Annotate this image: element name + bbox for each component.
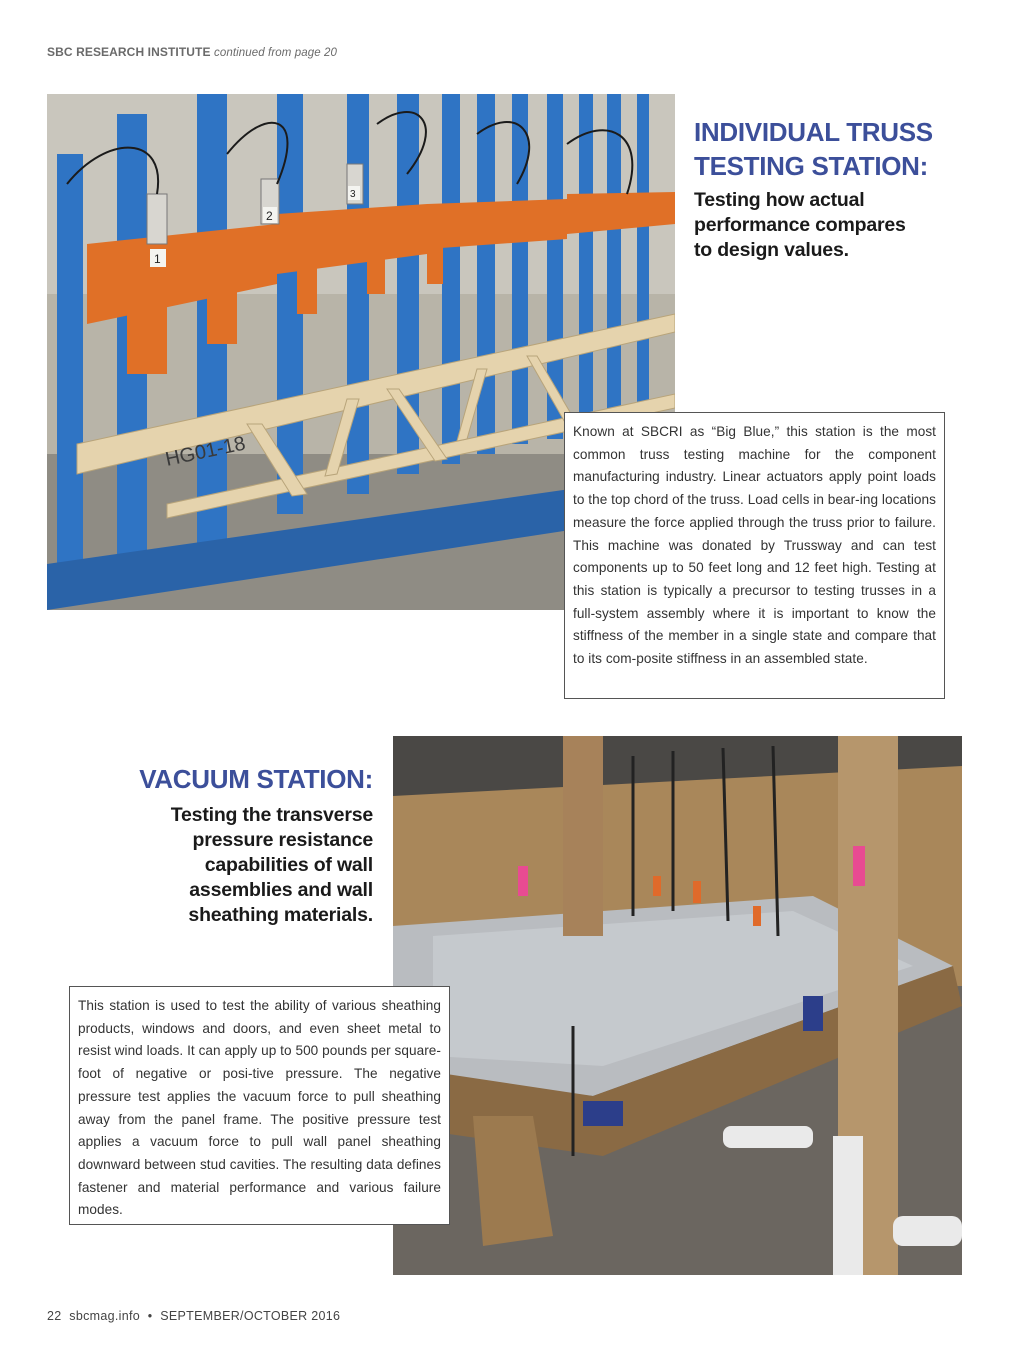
vacuum-description: This station is used to test the ability of various sheathing products, windows and doors, and even sheet metal to resist wind loads. It can apply up to 500 pounds per square-foot of negative or posi-tive pressure. The negative pressure test applies the vacuum force to pull sheathing away from the panel frame. The positive pressure test applies a vacuum force to pull wall panel sheathing downward between stud cavities. The resulting data defines fastener and material performance and various failure modes. (78, 998, 441, 1218)
section-label: SBC RESEARCH INSTITUTE (47, 45, 211, 59)
truss-station-heading (694, 115, 933, 183)
truss-description-box (564, 412, 945, 699)
actuator-tag-3: 3 (350, 189, 356, 200)
vacuum-sub-line3: capabilities of wall (204, 854, 373, 876)
truss-heading-line2: TESTING STATION: (694, 151, 928, 181)
truss-heading-line1: INDIVIDUAL TRUSS (694, 117, 933, 147)
vacuum-sub-line4: assemblies and wall (189, 879, 373, 901)
issue-date: SEPTEMBER/OCTOBER 2016 (160, 1309, 341, 1323)
vacuum-station-photo (393, 736, 962, 1275)
page-number: 22 (47, 1309, 62, 1323)
vacuum-sub-line2: pressure resistance (192, 829, 373, 851)
actuator-tag-2: 2 (266, 209, 273, 223)
footer-bullet: • (147, 1309, 153, 1323)
actuator-tag-1: 1 (154, 252, 161, 266)
vacuum-sub-line1: Testing the transverse (170, 804, 373, 826)
vacuum-sub-line5: sheathing materials. (188, 904, 373, 926)
continued-note: continued from page 20 (213, 47, 338, 59)
vacuum-station-subheading (171, 803, 373, 928)
truss-sub-line2: performance compares (694, 214, 906, 236)
truss-sub-line1: Testing how actual (694, 189, 865, 211)
page-footer (47, 1309, 344, 1323)
running-head (47, 45, 337, 59)
truss-sub-line3: to design values. (694, 239, 849, 261)
truss-id-label: HG01-18 (163, 432, 248, 471)
truss-station-subheading (694, 188, 906, 263)
truss-description: Known at SBCRI as “Big Blue,” this station is the most common truss testing machine for the component manufacturing industry. Linear actuators apply point loads to the top chord of the truss. Load cells in bear-ing locations measure the force applied through the truss prior to failure. This machine was donated by Trussway and can test components up to 50 feet long and 12 feet high. Testing at this station is typically a precursor to testing trusses in a full-system assembly where it is important to know the stiffness of the member in a single state and compare that to its com-posite stiffness in an assembled state. (573, 424, 936, 667)
vacuum-station-heading: VACUUM STATION: (139, 764, 373, 794)
vacuum-description-box (69, 986, 450, 1225)
site-link[interactable]: sbcmag.info (69, 1309, 140, 1323)
